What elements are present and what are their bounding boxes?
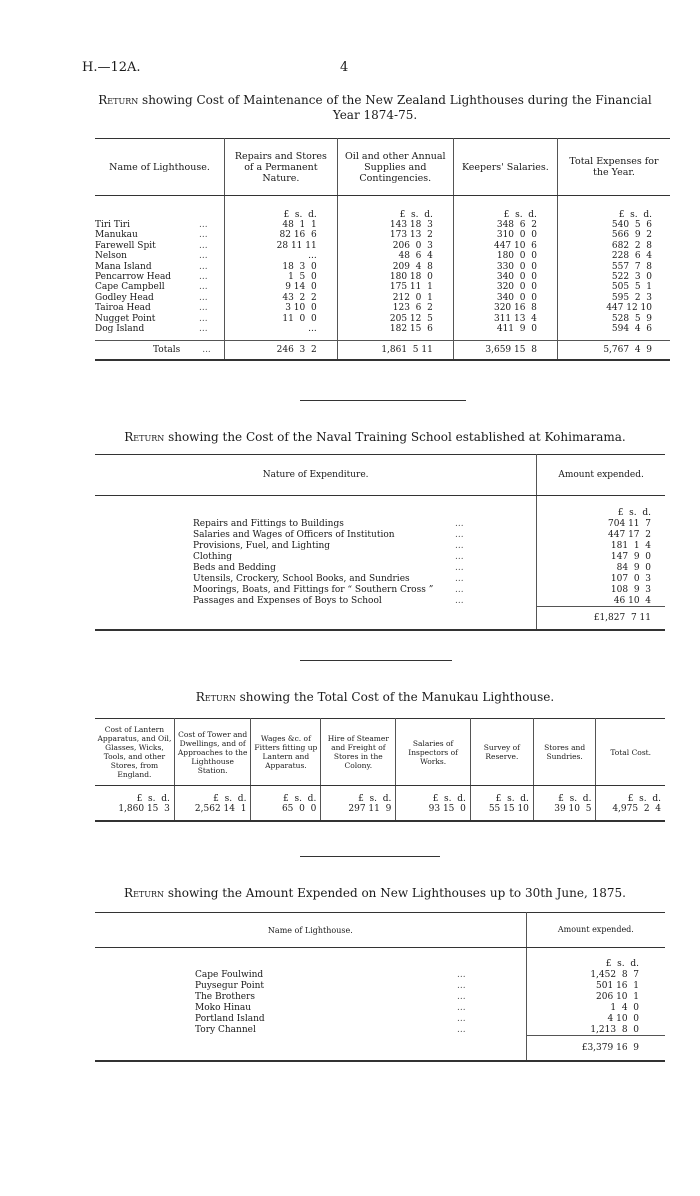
new-lighthouse-name [95,981,526,992]
repairs-cell: 82 16 6 [225,230,338,240]
expenditure-text: Beds and Bedding [193,562,276,573]
leader-dots: ... [199,323,208,334]
col-header-2: Wages &c. of Fitters fitting up Lantern and Apparatus. [251,719,321,786]
amount-cell: 447 17 2 [608,530,651,540]
amount-cell: 1,452 8 7 [590,970,639,980]
manukau-value-2: 65 0 0 [251,804,321,821]
leader-dots: ... [455,573,464,584]
title-text: showing Cost of Maintenance of the New Zealand Lighthouses during the Financial [142,93,652,107]
leader-dots: ... [457,1024,466,1035]
lighthouse-name [95,230,225,240]
keepers-cell: 310 0 0 [453,230,557,240]
repairs-cell: 3 10 0 [225,303,338,313]
title-lead: Return [195,690,236,704]
table-row [95,251,670,261]
lighthouse-name [95,251,225,261]
divider [300,400,466,401]
totals-label: Totals [153,345,181,356]
keepers-cell: 330 0 0 [453,262,557,272]
oil-cell: 123 6 2 [337,303,453,313]
keepers-cell: 180 0 0 [453,251,557,261]
table-row [95,530,665,541]
new-lighthouse-text: Moko Hinau [195,1002,252,1013]
oil-cell: 209 4 8 [337,262,453,272]
amount-cell: 1,213 8 0 [590,1024,639,1035]
table-row [95,314,670,324]
expenditure-text: Provisions, Fuel, and Lighting [193,540,331,551]
oil-cell: 175 11 1 [337,282,453,292]
title-lead: Return [124,430,165,444]
lighthouse-name-text: Pencarrow Head [95,271,172,282]
manukau-value-4: 93 15 0 [396,804,471,821]
new-lighthouse-text: Puysegur Point [195,980,265,991]
leader-dots: ... [199,313,208,324]
manukau-value-5: 55 15 10 [470,804,533,821]
repairs-cell: ... [225,251,338,261]
expenditure-item [95,563,537,574]
divider [300,660,452,661]
lighthouse-name-text: Nugget Point [95,313,156,324]
lighthouse-name [95,293,225,303]
lighthouse-name [95,272,225,282]
table-row [95,230,670,240]
units-label: £ s. d. [337,210,453,220]
new-lighthouse-text: Portland Island [195,1013,265,1024]
leader-dots: ... [199,251,208,262]
total-cell: 447 12 10 [606,303,652,314]
lighthouse-name-text: Mana Island [95,261,152,272]
col-header-5: Survey of Reserve. [470,719,533,786]
total-cell: 528 5 9 [611,313,652,324]
new-lighthouses-table [95,912,665,1062]
repairs-cell: 28 11 11 [225,241,338,251]
col-header-amount: Amount expended. [526,913,665,948]
total-oil: 1,861 5 11 [337,341,453,361]
total-cell: 682 2 8 [611,240,652,251]
units-label: £ s. d. [470,786,533,805]
expenditure-text: Moorings, Boats, and Fittings for “ Southern Cross ” [193,584,434,595]
units-label: £ s. d. [617,508,651,518]
title-text: showing the Cost of the Naval Training School established at Kohimarama. [168,430,626,444]
table-row [95,1003,665,1014]
table-row [95,541,665,552]
lighthouse-name [95,262,225,272]
table-row [95,1025,665,1036]
units-label: £ s. d. [225,210,338,220]
leader-dots: ... [199,282,208,293]
table2-title [80,430,670,444]
leader-dots: ... [199,261,208,272]
table-row [95,596,665,607]
table-row [95,981,665,992]
units-label: £ s. d. [453,210,557,220]
expenditure-text: Clothing [193,551,233,562]
col-header-3: Hire of Steamer and Freight of Stores in the Colony. [321,719,396,786]
amount-cell: 107 0 3 [610,574,651,584]
units-label: £ s. d. [605,958,639,969]
leader-dots: ... [455,595,464,606]
title-text: showing the Amount Expended on New Lighthouses up to 30th June, 1875. [167,886,626,900]
table1-title [80,93,670,123]
leader-dots: ... [457,1013,466,1024]
oil-cell: 205 12 5 [337,314,453,324]
expenditure-item [95,552,537,563]
units-label: £ s. d. [95,786,174,805]
table-row [95,303,670,313]
lighthouse-name [95,303,225,313]
col-header-7: Total Cost. [596,719,665,786]
units-label: £ s. d. [618,209,652,220]
oil-cell: 206 0 3 [337,241,453,251]
amount-cell: 181 1 4 [610,541,651,551]
new-lighthouse-text: Tory Channel [195,1024,256,1035]
leader-dots: ... [455,562,464,573]
divider [300,856,440,857]
total-repairs: 246 3 2 [225,341,338,361]
oil-cell: 173 13 2 [337,230,453,240]
table-row [95,1014,665,1025]
leader-dots: ... [455,584,464,595]
naval-school-table [95,454,665,631]
keepers-cell: 311 13 4 [453,314,557,324]
lighthouse-name-text: Nelson [95,251,127,262]
col-header-4: Salaries of Inspectors of Works. [396,719,471,786]
manukau-value-6: 39 10 5 [533,804,596,821]
amount-cell: 4 10 0 [607,1014,639,1024]
title-lead: Return [98,93,139,107]
table-row [95,282,670,292]
oil-cell: 180 18 0 [337,272,453,282]
repairs-cell: 9 14 0 [225,282,338,292]
col-header-name: Name of Lighthouse. [95,139,225,196]
leader-dots: ... [457,1002,466,1013]
total-cell: 540 5 6 [611,219,652,230]
naval-total: £1,827 7 11 [537,607,665,631]
amount-cell: 46 10 4 [613,595,651,606]
keepers-cell: 340 0 0 [453,293,557,303]
lighthouse-name-text: Tiri Tiri [95,219,130,230]
keepers-cell: 447 10 6 [453,241,557,251]
lighthouse-name-text: Manukau [95,230,138,241]
lighthouse-name [95,241,225,251]
leader-dots: ... [455,518,464,529]
units-label: £ s. d. [627,794,661,804]
expenditure-item [95,519,537,530]
col-header-keepers: Keepers' Salaries. [453,139,557,196]
total-cell: 228 6 4 [611,251,652,262]
leader-dots: ... [455,540,464,551]
lighthouse-name-text: Tairoa Head [95,303,151,314]
amount-cell: 108 9 3 [610,585,651,595]
repairs-cell: 1 5 0 [225,272,338,282]
lighthouse-name-text: Dog Island [95,323,145,334]
new-lighthouse-name [95,1003,526,1014]
total-cell: 594 4 6 [611,323,652,334]
table-row [95,574,665,585]
lighthouse-name-text: Farewell Spit [95,240,156,251]
total-cell: 566 9 2 [611,230,652,241]
page-reference: H.—12A. [82,60,141,75]
amount-cell: 147 9 0 [610,552,651,562]
total-cell: 522 3 0 [611,271,652,282]
col-header-repairs: Repairs and Stores of a Permanent Nature. [225,139,338,196]
lighthouse-name [95,314,225,324]
total-cell: 595 2 3 [611,292,652,303]
amount-cell: 206 10 1 [596,992,639,1002]
col-header-6: Stores and Sundries. [533,719,596,786]
table4-title [80,886,670,900]
page-number: 4 [340,60,349,75]
total-keepers: 3,659 15 8 [453,341,557,361]
table-row [95,563,665,574]
leader-dots: ... [202,345,211,356]
leader-dots: ... [455,529,464,540]
repairs-cell: 48 1 1 [225,220,338,230]
table-row [95,585,665,596]
expenditure-text: Salaries and Wages of Officers of Institution [193,529,395,540]
leader-dots: ... [457,980,466,991]
manukau-value-7: 4,975 2 4 [596,804,665,821]
units-label: £ s. d. [396,786,471,805]
leader-dots: ... [199,240,208,251]
oil-cell: 182 15 6 [337,324,453,334]
table-row [95,293,670,303]
keepers-cell: 348 6 2 [453,220,557,230]
expenditure-item [95,596,537,607]
lighthouse-maintenance-table [95,138,670,361]
oil-cell: 48 6 4 [337,251,453,261]
units-label: £ s. d. [321,786,396,805]
expenditure-item [95,530,537,541]
leader-dots: ... [199,230,208,241]
amount-cell: 1 4 0 [610,1003,639,1013]
col-header-name: Name of Lighthouse. [95,913,526,948]
total-cell: 505 5 1 [611,282,652,293]
table-row [95,262,670,272]
new-lighthouse-name [95,992,526,1003]
table-row [95,272,670,282]
leader-dots: ... [455,551,464,562]
amount-cell: 84 9 0 [616,563,651,573]
leader-dots: ... [199,292,208,303]
col-header-amount: Amount expended. [537,455,665,496]
lighthouse-name [95,324,225,334]
table-row [95,324,670,334]
table-row [95,241,670,251]
total-cell: 557 7 8 [611,261,652,272]
table-row [95,220,670,230]
oil-cell: 212 0 1 [337,293,453,303]
units-label: £ s. d. [533,786,596,805]
col-header-1: Cost of Tower and Dwellings, and of Approaches to the Lighthouse Station. [174,719,251,786]
oil-cell: 143 18 3 [337,220,453,230]
table-row [95,552,665,563]
manukau-cost-table [95,718,665,822]
col-header-oil: Oil and other Annual Supplies and Contingencies. [337,139,453,196]
new-lighthouse-name [95,1025,526,1036]
title-text: showing the Total Cost of the Manukau Lighthouse. [239,690,555,704]
repairs-cell: 11 0 0 [225,314,338,324]
expenditure-text: Passages and Expenses of Boys to School [193,595,382,606]
table-row [95,519,665,530]
amount-cell: 704 11 7 [608,519,651,529]
keepers-cell: 340 0 0 [453,272,557,282]
manukau-value-1: 2,562 14 1 [174,804,251,821]
total-expenses: 5,767 4 9 [557,341,670,361]
lighthouse-name-text: Cape Campbell [95,282,165,293]
keepers-cell: 320 0 0 [453,282,557,292]
col-header-total: Total Expenses for the Year. [557,139,670,196]
table3-title [80,690,670,704]
col-header-0: Cost of Lantern Apparatus, and Oil, Glasses, Wicks, Tools, and other Stores, from England. [95,719,174,786]
title-line2: Year 1874-75. [332,108,418,122]
new-lighthouse-name [95,1014,526,1025]
keepers-cell: 411 9 0 [453,324,557,334]
amount-cell: 501 16 1 [596,981,639,991]
table-row [95,992,665,1003]
leader-dots: ... [457,969,466,980]
new-lighthouses-total: £3,379 16 9 [526,1036,665,1062]
expenditure-text: Repairs and Fittings to Buildings [193,518,344,529]
leader-dots: ... [457,991,466,1002]
lighthouse-name [95,220,225,230]
expenditure-item [95,574,537,585]
manukau-value-3: 297 11 9 [321,804,396,821]
new-lighthouse-text: The Brothers [195,991,255,1002]
lighthouse-name-text: Godley Head [95,292,154,303]
repairs-cell: ... [225,324,338,334]
expenditure-item [95,541,537,552]
col-header-expenditure: Nature of Expenditure. [95,455,537,496]
new-lighthouse-text: Cape Foulwind [195,969,264,980]
leader-dots: ... [199,219,208,230]
new-lighthouse-name [95,970,526,981]
units-label: £ s. d. [174,786,251,805]
repairs-cell: 18 3 0 [225,262,338,272]
leader-dots: ... [199,303,208,314]
expenditure-item [95,585,537,596]
units-label: £ s. d. [251,786,321,805]
manukau-value-0: 1,860 15 3 [95,804,174,821]
keepers-cell: 320 16 8 [453,303,557,313]
table-row [95,970,665,981]
lighthouse-name [95,282,225,292]
title-lead: Return [124,886,165,900]
expenditure-text: Utensils, Crockery, School Books, and Sundries [193,573,410,584]
repairs-cell: 43 2 2 [225,293,338,303]
leader-dots: ... [199,271,208,282]
